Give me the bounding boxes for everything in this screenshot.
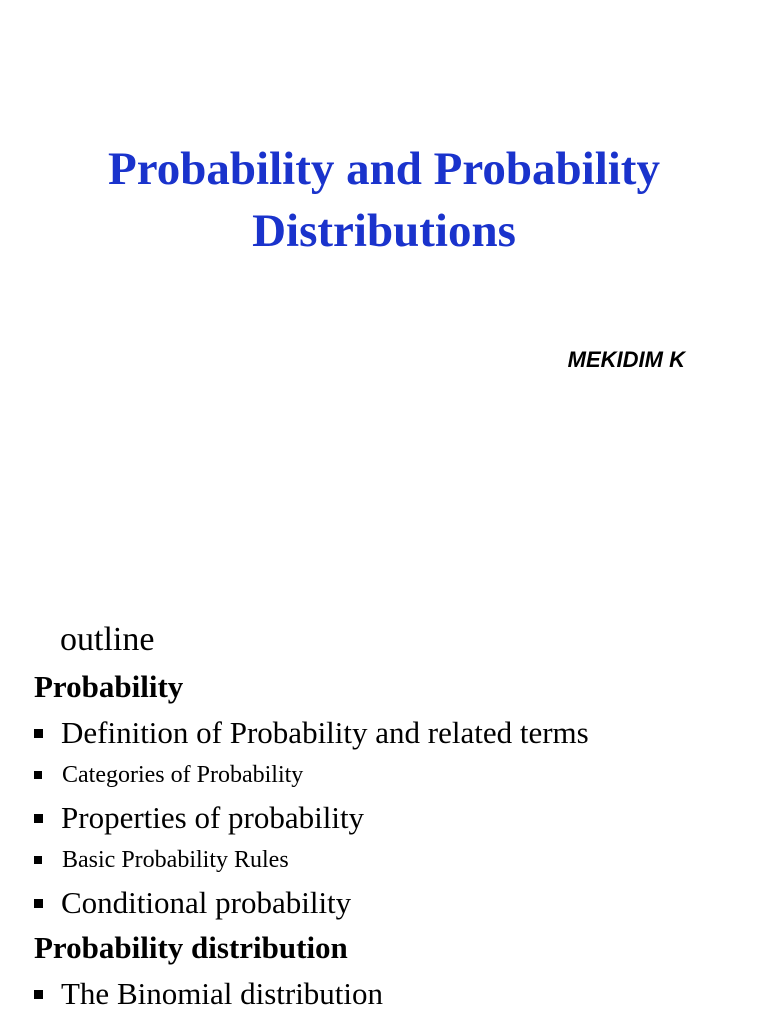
section-heading-probability: Probability (34, 669, 184, 704)
slide-title (0, 138, 768, 262)
slide-title-line-1: Probability and Probability (108, 143, 660, 195)
list-item (34, 760, 303, 790)
list-item-text: Properties of probability (61, 800, 365, 835)
list-item-text: Definition of Probability and related terms (61, 715, 589, 750)
outline-heading: outline (60, 621, 155, 658)
square-bullet-icon (34, 990, 43, 999)
list-item-text: Basic Probability Rules (62, 847, 289, 873)
list-item-text: The Binomial distribution (61, 976, 384, 1011)
list-item (34, 799, 364, 837)
list-item-text: Categories of Probability (62, 762, 304, 788)
square-bullet-icon (34, 899, 43, 908)
square-bullet-icon (34, 856, 42, 864)
square-bullet-icon (34, 771, 42, 779)
list-item (34, 845, 289, 875)
section-heading-probability-distribution: Probability distribution (34, 930, 348, 965)
list-item-text: Conditional probability (61, 885, 352, 920)
square-bullet-icon (34, 814, 43, 823)
list-item (34, 884, 351, 922)
author-name: MEKIDIM K (567, 347, 685, 372)
slide-title-line-2: Distributions (252, 205, 516, 257)
list-item (34, 975, 383, 1013)
list-item (34, 714, 589, 752)
square-bullet-icon (34, 729, 43, 738)
